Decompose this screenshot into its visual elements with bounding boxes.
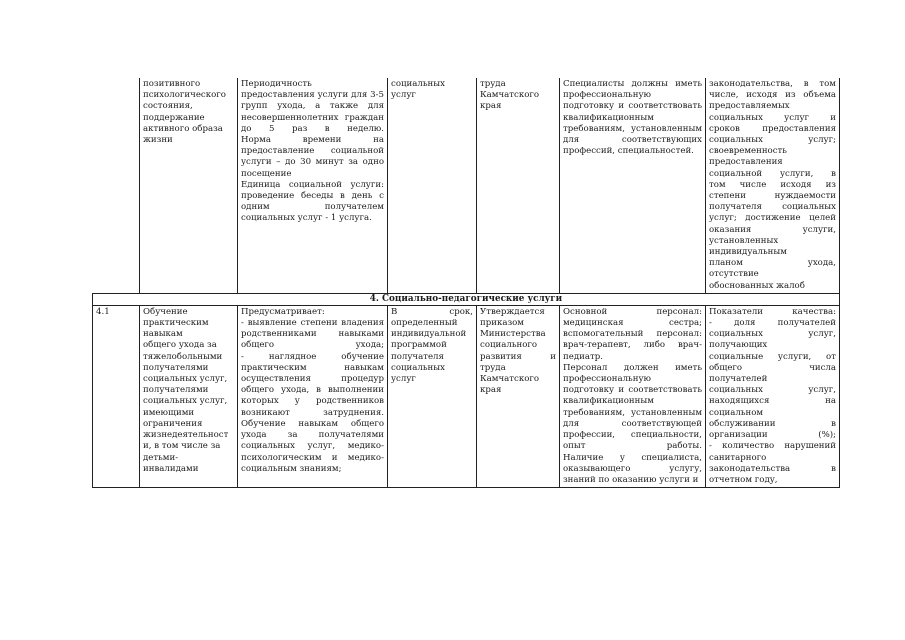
cell-text-line: социальных услуг, — [143, 396, 228, 407]
cell-text-line: социальные услуги, от — [709, 351, 836, 362]
cell-text-line: оказывающего услугу, — [563, 463, 702, 474]
service-quality-cell — [706, 305, 840, 487]
cell-text-line: законодательства, в том — [709, 79, 836, 89]
cell-text-line: программой — [391, 340, 447, 351]
cell-text-line: Единица социальной услуги: — [241, 179, 384, 190]
cell-text-line: для соответствующих — [563, 135, 702, 146]
service-description-cell — [238, 78, 388, 293]
cell-text-line: знаний по оказанию услуги и — [563, 474, 699, 485]
service-term-cell — [388, 78, 477, 293]
service-description-cell — [238, 305, 388, 487]
cell-text-line: общего ухода за — [143, 340, 217, 351]
cell-text-line: степени нуждаемости — [709, 191, 836, 202]
cell-text-line: практическим навыкам — [241, 362, 384, 373]
cell-text-line: отчетном году, — [709, 474, 778, 485]
cell-text-line: педиатр. — [563, 351, 603, 362]
cell-text-line: до 5 раз в неделю. — [241, 123, 384, 134]
cell-text-line: психологического — [143, 90, 226, 101]
cell-text-line: групп ухода, а также для — [241, 101, 384, 112]
cell-text-line: социальных услуг, — [709, 385, 836, 396]
cell-text-line: социальном — [709, 407, 764, 418]
cell-text-line: предоставление социальной — [241, 146, 384, 157]
cell-text-line: организации (%); — [709, 430, 836, 441]
cell-text-line: санитарного — [709, 452, 767, 463]
cell-text-line: активного образа — [143, 123, 223, 134]
service-quality-cell — [706, 78, 840, 293]
section-heading-row — [93, 293, 840, 305]
cell-text-line: тяжелобольными — [143, 351, 223, 362]
cell-text-line: предоставления услуги для 3-5 — [241, 90, 384, 101]
cell-text-line: Норма времени на — [241, 135, 384, 146]
cell-text-line: детьми- — [143, 452, 179, 463]
row-number-cell — [93, 78, 140, 293]
cell-text-line: социальных услуг; — [709, 135, 836, 146]
service-name-cell — [140, 305, 238, 487]
cell-text-line: том числе исходя из — [709, 179, 836, 190]
cell-text-line: края — [480, 101, 502, 112]
cell-text-line: социальных — [391, 79, 445, 89]
cell-text-line: числе, исходя из объема — [709, 90, 836, 101]
cell-text-line: социальным знаниям; — [241, 463, 342, 474]
cell-text-line: родственниками навыками — [241, 329, 384, 340]
cell-text-line: состояния, — [143, 101, 193, 112]
cell-text-line: Специалисты должны иметь — [563, 79, 702, 89]
cell-text-line: проведение беседы в день с — [241, 191, 384, 202]
cell-text-line: получателей — [709, 374, 768, 385]
section-heading: 4. Социально-педагогические услуги — [93, 293, 840, 305]
cell-text-line: индивидуальной — [391, 329, 467, 340]
cell-text-line: услуги – до 30 минут за одно — [241, 157, 384, 168]
cell-text-line: планом ухода, — [709, 258, 836, 269]
cell-text-line: Показатели качества: — [709, 306, 836, 317]
cell-text-line: которых у родственников — [241, 396, 384, 407]
cell-text-line: профессий, специальностей. — [563, 146, 694, 157]
cell-text-line: Наличие у специалиста, — [563, 452, 702, 463]
cell-text-line: своевременность — [709, 146, 787, 157]
cell-text-line: социального — [480, 340, 538, 351]
cell-text-line: предоставляемых — [709, 101, 790, 112]
table-row — [93, 78, 840, 293]
cell-text-line: общего ухода; — [241, 340, 384, 351]
cell-text-line: Обучение навыкам общего — [241, 418, 384, 429]
cell-text-line: получателями — [143, 385, 209, 396]
services-table — [92, 78, 840, 488]
cell-text-line: врач-терапевт, либо врач- — [563, 340, 702, 351]
cell-text-line: социальных услуг, медико- — [241, 441, 384, 452]
cell-text-line: услуг; достижение целей — [709, 213, 836, 224]
cell-text-line: общего ухода, в выполнении — [241, 385, 384, 396]
cell-text-line: услуг — [391, 374, 416, 385]
cell-text-line: Министерства — [480, 329, 546, 340]
cell-text-line: сроков предоставления — [709, 123, 836, 134]
service-tariff-cell — [477, 305, 560, 487]
cell-text-line: инвалидами — [143, 463, 199, 474]
cell-text-line: отсутствие — [709, 269, 759, 280]
cell-text-line: профессиональную — [563, 90, 651, 101]
cell-text-line: осуществления процедур — [241, 374, 384, 385]
cell-text-line: Периодичность — [241, 79, 312, 89]
cell-text-line: несовершеннолетних граждан — [241, 112, 384, 123]
cell-text-line: находящихся на — [709, 396, 836, 407]
cell-text-line: - количество нарушений — [709, 441, 836, 452]
cell-text-line: Утверждается — [480, 306, 545, 317]
cell-text-line: жизнедеятельност — [143, 430, 229, 441]
cell-text-line: для соответствующей — [563, 418, 702, 429]
cell-text-line: индивидуальным — [709, 247, 787, 258]
cell-text-line: социальных услуг, — [143, 374, 228, 385]
cell-text-line: ухода за получателями — [241, 430, 384, 441]
cell-text-line: Персонал должен иметь — [563, 362, 702, 373]
cell-text-line: получателями — [143, 362, 209, 373]
service-staff-cell — [560, 78, 706, 293]
cell-text-line: приказом — [480, 318, 524, 329]
cell-text-line: оказания услуги, — [709, 224, 836, 235]
cell-text-line: - доля получателей — [709, 318, 836, 329]
cell-text-line: социальной услуги, в — [709, 168, 836, 179]
cell-text-line: труда — [480, 79, 506, 89]
cell-text-line: - наглядное обучение — [241, 351, 384, 362]
cell-text-line: Камчатского — [480, 90, 540, 101]
service-tariff-cell — [477, 78, 560, 293]
cell-text-line: ограничения — [143, 418, 203, 429]
cell-text-line: требованиям, установленным — [563, 407, 702, 418]
cell-text-line: имеющими — [143, 407, 195, 418]
cell-text-line: вспомогательный персонал: — [563, 329, 702, 340]
cell-text-line: опыт работы. — [563, 441, 702, 452]
cell-text-line: обслуживании в — [709, 418, 836, 429]
cell-text-line: поддержание — [143, 112, 205, 123]
cell-text-line: профессии, специальности, — [563, 430, 702, 441]
cell-text-line: В срок, — [391, 306, 473, 317]
cell-text-line: профессиональную — [563, 374, 651, 385]
cell-text-line: предоставления — [709, 157, 783, 168]
cell-text-line: Основной персонал: — [563, 306, 702, 317]
cell-text-line: получателя социальных — [709, 202, 836, 213]
service-name-cell — [140, 78, 238, 293]
cell-text-line: Предусматривает: — [241, 306, 325, 317]
cell-text-line: труда — [480, 362, 506, 373]
cell-text-line: - выявление степени владения — [241, 318, 384, 329]
cell-text-line: определенный — [391, 318, 458, 329]
cell-text-line: общего числа — [709, 362, 836, 373]
cell-text-line: законодательства в — [709, 463, 836, 474]
table-row — [93, 305, 840, 487]
cell-text-line: жизни — [143, 135, 173, 146]
cell-text-line: обоснованных жалоб — [709, 280, 805, 291]
cell-text-line: подготовку и соответствовать — [563, 385, 702, 396]
cell-text-line: навыкам — [143, 329, 183, 340]
cell-text-line: Обучение — [143, 306, 188, 317]
cell-text-line: требованиям, установленным — [563, 123, 702, 134]
cell-text-line: Камчатского — [480, 374, 540, 385]
cell-text-line: социальных услуг и — [709, 112, 836, 123]
cell-text-line: развития и — [480, 351, 556, 362]
cell-text-line: квалификационным — [563, 396, 654, 407]
cell-text-line: одним получателем — [241, 202, 384, 213]
cell-text-line: подготовку и соответствовать — [563, 101, 702, 112]
cell-text-line: социальных — [391, 362, 445, 373]
cell-text-line: и, в том числе за — [143, 441, 221, 452]
cell-text-line: психологическим и медико- — [241, 452, 384, 463]
service-term-cell — [388, 305, 477, 487]
service-staff-cell — [560, 305, 706, 487]
cell-text-line: получающих — [709, 340, 768, 351]
cell-text-line: установленных — [709, 235, 779, 246]
cell-text-line: края — [480, 385, 502, 396]
cell-text-line: социальных услуг, — [709, 329, 836, 340]
cell-text-line: квалификационным — [563, 112, 654, 123]
cell-text-line: медицинская сестра; — [563, 318, 702, 329]
cell-text-line: социальных услуг - 1 услуга. — [241, 213, 372, 224]
cell-text-line: услуг — [391, 90, 416, 101]
cell-text-line: посещение — [241, 168, 292, 179]
cell-text-line: получателя — [391, 351, 444, 362]
cell-text-line: возникают затруднения. — [241, 407, 384, 418]
cell-text-line: практическим — [143, 318, 209, 329]
row-number-cell: 4.1 — [93, 305, 140, 487]
cell-text-line: позитивного — [143, 79, 201, 89]
